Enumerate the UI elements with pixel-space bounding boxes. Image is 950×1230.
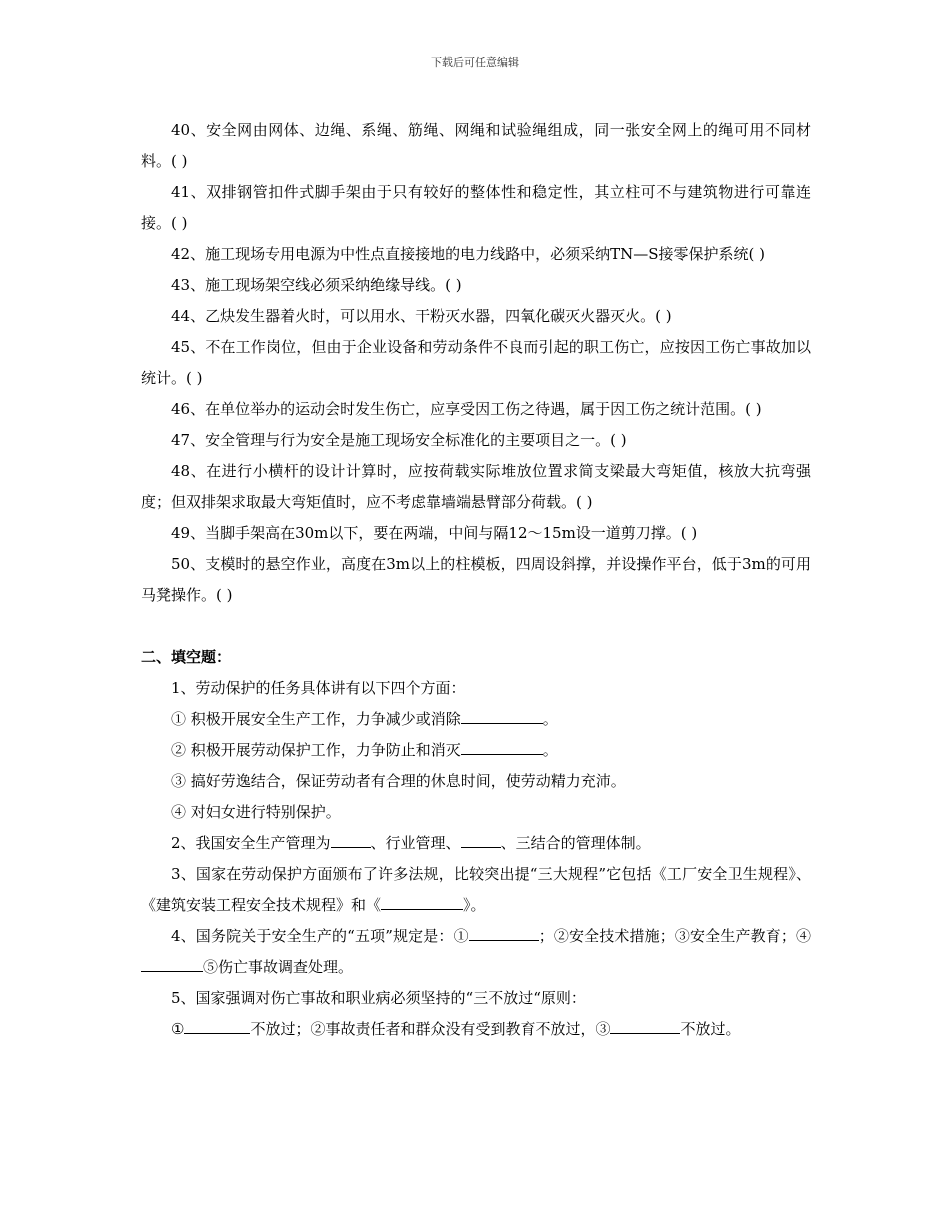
answer-blank: [184, 1018, 250, 1034]
question-47: 47、安全管理与行为安全是施工现场安全标准化的主要项目之一。( ): [171, 431, 627, 449]
fill-q1-b: [141, 735, 811, 766]
fill-q1-a-end: 。: [542, 710, 558, 728]
fill-q5-intro: 5、国家强调对伤亡事故和职业病必须坚持的“三不放过“原则：: [171, 989, 586, 1007]
question-49: 49、当脚手架高在30m以下，要在两端，中间与隔12～15m设一道剪刀撑。( ): [171, 524, 698, 542]
section-title-fill-in: 二、填空题：: [141, 648, 232, 666]
question-44: 44、乙炔发生器着火时，可以用水、干粉灭水器，四氧化碳灭火器灭火。( ): [171, 307, 672, 325]
question-41: 41、双排钢管扣件式脚手架由于只有较好的整体性和稳定性，其立柱可不与建筑物进行可靠连接。( ): [141, 183, 811, 232]
answer-blank: [469, 925, 539, 941]
answer-blank: [461, 708, 543, 724]
answer-blank: [381, 894, 463, 910]
fill-q1-a: [141, 704, 811, 735]
fill-q5: [141, 1014, 811, 1045]
question-40: 40、安全网由网体、边绳、系绳、筋绳、网绳和试验绳组成，同一张安全网上的绳可用不同材料。( ): [141, 121, 811, 170]
answer-blank: [461, 832, 501, 848]
fill-q3-text-a: 3、国家在劳动保护方面颁布了许多法规，比较突出提“三大规程”它包括《工厂安全卫生规程》、《建筑安装工程安全技术规程》和《: [141, 865, 811, 914]
question-43: 43、施工现场架空线必须采纳绝缘导线。( ): [171, 276, 462, 294]
answer-blank: [461, 739, 543, 755]
fill-q1-c: ③ 搞好劳逸结合，保证劳动者有合理的休息时间，使劳动精力充沛。: [171, 772, 626, 790]
fill-q1-intro: 1、劳动保护的任务具体讲有以下四个方面：: [171, 679, 466, 697]
fill-q4-text-b: ；②安全技术措施；③安全生产教育；④: [538, 927, 811, 945]
question-42: 42、施工现场专用电源为中性点直接接地的电力线路中，必须采纳TN—S接零保护系统( ): [171, 245, 765, 263]
fill-q2-text-a: 2、我国安全生产管理为: [171, 834, 331, 852]
fill-q3: [141, 859, 811, 921]
fill-q1-a-text: ① 积极开展安全生产工作，力争减少或消除: [171, 710, 461, 728]
fill-q5-text-b: 不放过；②事故责任者和群众没有受到教育不放过，③: [250, 1020, 611, 1038]
fill-q1-b-end: 。: [542, 741, 558, 759]
fill-q4-text-a: 4、国务院关于安全生产的“五项”规定是：①: [171, 927, 469, 945]
question-46: 46、在单位举办的运动会时发生伤亡，应享受因工伤之待遇，属于因工伤之统计范围。( ): [171, 400, 762, 418]
fill-q4-text-c: ⑤伤亡事故调查处理。: [203, 958, 354, 976]
fill-q5-text-c: 不放过。: [680, 1020, 741, 1038]
fill-q1-d: ④ 对妇女进行特别保护。: [171, 803, 341, 821]
question-48: 48、在进行小横杆的设计计算时，应按荷载实际堆放位置求简支梁最大弯矩值，核放大抗弯强度；但双排架求取最大弯矩值时，应不考虑靠墙端悬臂部分荷载。( ): [141, 462, 811, 511]
fill-q3-text-b: 》。: [463, 896, 486, 914]
fill-q1-b-text: ② 积极开展劳动保护工作，力争防止和消灭: [171, 741, 461, 759]
page-header: 下载后可任意编辑: [431, 56, 519, 69]
document-body: [141, 115, 811, 1045]
answer-blank: [141, 956, 203, 972]
fill-q2: [141, 828, 811, 859]
fill-q5-text-a: ①: [171, 1020, 185, 1038]
fill-q2-text-c: 、三结合的管理体制。: [500, 834, 651, 852]
question-45: 45、不在工作岗位，但由于企业设备和劳动条件不良而引起的职工伤亡，应按因工伤亡事故加以统计。( ): [141, 338, 811, 387]
fill-q2-text-b: 、行业管理、: [370, 834, 461, 852]
answer-blank: [610, 1018, 680, 1034]
answer-blank: [331, 832, 371, 848]
fill-q4: [141, 921, 811, 983]
question-50: 50、支模时的悬空作业，高度在3m以上的柱模板，四周设斜撑，并设操作平台，低于3m的可用马凳操作。( ): [141, 555, 811, 604]
